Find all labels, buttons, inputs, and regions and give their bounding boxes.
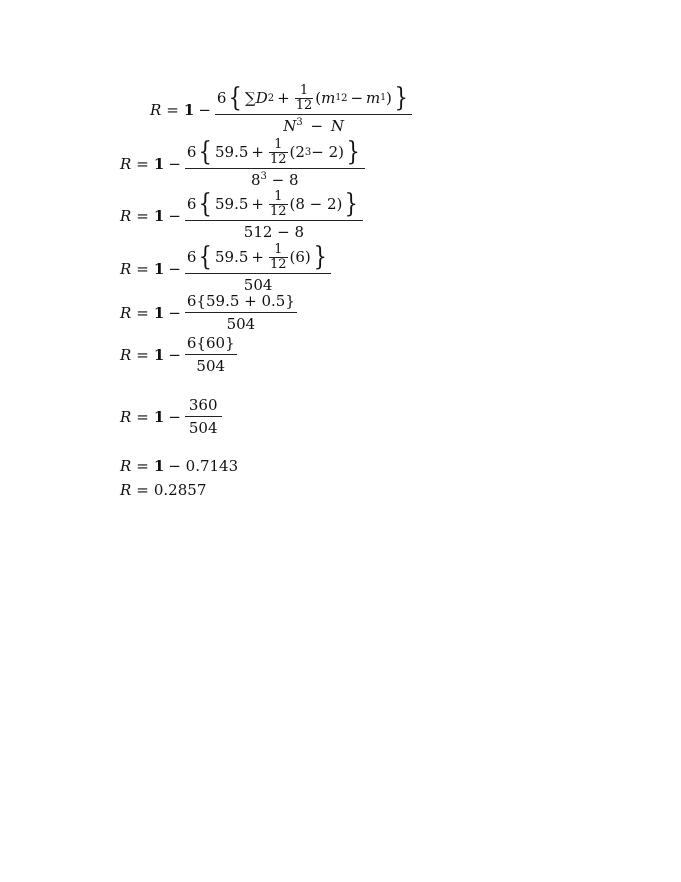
- denominator: 512 − 8: [185, 220, 363, 241]
- lhs-variable: R: [150, 100, 162, 119]
- equals-sign: =: [136, 481, 149, 499]
- lhs-variable: R: [120, 457, 132, 475]
- equation-7: [120, 396, 222, 437]
- equation-4: [120, 243, 331, 294]
- lhs-variable: R: [120, 407, 132, 426]
- lhs-variable: R: [120, 206, 132, 225]
- constant-one: 1: [153, 206, 165, 225]
- small-numerator: 1: [274, 189, 283, 204]
- equals-sign: =: [136, 345, 149, 364]
- equals-sign: =: [136, 259, 149, 278]
- small-fraction: [269, 243, 288, 271]
- minus-sign: −: [168, 303, 181, 322]
- fraction: [185, 190, 363, 241]
- coefficient: 6: [186, 248, 197, 267]
- variable-m: m: [321, 89, 336, 108]
- lhs-variable: R: [120, 481, 132, 499]
- lhs-variable: R: [120, 345, 132, 364]
- lhs-variable: R: [120, 259, 132, 278]
- exponent: 2: [267, 92, 275, 104]
- open-paren: (: [315, 89, 322, 108]
- lhs-variable: R: [120, 303, 132, 322]
- value: 59.5: [214, 248, 249, 267]
- right-brace: }: [346, 137, 360, 168]
- variable-n: N: [283, 117, 297, 136]
- small-denominator: 12: [269, 151, 287, 167]
- left-brace: {: [199, 189, 213, 220]
- equals-sign: =: [166, 100, 179, 119]
- small-numerator: 1: [299, 83, 309, 98]
- small-numerator: 1: [274, 242, 283, 257]
- constant-one: 1: [153, 345, 165, 364]
- result-value: 0.2857: [153, 481, 207, 499]
- fraction: [185, 243, 331, 294]
- sum-symbol: ∑: [244, 89, 256, 108]
- term: (2: [289, 143, 305, 162]
- coefficient: 6: [186, 195, 197, 214]
- small-denominator: 12: [295, 97, 313, 113]
- plus-sign: +: [277, 89, 290, 108]
- minus-sign: −: [168, 345, 181, 364]
- numerator: [215, 84, 413, 114]
- small-denominator: 12: [269, 203, 287, 219]
- fraction: [185, 334, 237, 375]
- variable-m: m: [366, 89, 381, 108]
- exponent: 3: [260, 171, 267, 183]
- term: − 8: [266, 171, 299, 190]
- equation-1: [150, 84, 412, 135]
- numerator: [185, 243, 331, 273]
- fraction: [185, 396, 222, 437]
- small-fraction: [269, 138, 288, 166]
- small-numerator: 1: [274, 137, 283, 152]
- denominator: [215, 114, 413, 135]
- equation-6: [120, 334, 237, 375]
- right-brace: }: [345, 189, 359, 220]
- term: − 2): [311, 143, 345, 162]
- minus-sign: −: [168, 206, 181, 225]
- right-brace: }: [394, 83, 408, 114]
- denominator: 504: [185, 354, 237, 375]
- lhs-variable: R: [120, 154, 132, 173]
- denominator: 504: [185, 416, 222, 437]
- fraction: [185, 138, 365, 189]
- term: 8: [250, 171, 261, 190]
- left-brace: {: [229, 83, 243, 114]
- equation-2: [120, 138, 365, 189]
- minus-sign: −: [168, 154, 181, 173]
- expression: − 0.7143: [168, 457, 239, 475]
- numerator: 6{59.5 + 0.5}: [186, 292, 295, 310]
- value: 59.5: [214, 143, 249, 162]
- equals-sign: =: [136, 457, 149, 475]
- left-brace: {: [199, 242, 213, 273]
- constant-one: 1: [153, 259, 165, 278]
- small-fraction: [269, 190, 288, 218]
- equation-9: [120, 481, 206, 499]
- term: (8 − 2): [289, 195, 343, 214]
- minus-sign: −: [168, 259, 181, 278]
- fraction: [215, 84, 413, 135]
- minus-sign: −: [168, 407, 181, 426]
- fraction: [185, 292, 297, 333]
- equals-sign: =: [136, 407, 149, 426]
- plus-sign: +: [251, 248, 264, 267]
- subscript: 1: [380, 93, 386, 104]
- minus-sign: −: [350, 89, 364, 108]
- exponent: 2: [341, 92, 348, 104]
- right-brace: }: [313, 242, 327, 273]
- small-fraction: [295, 84, 314, 112]
- equation-5: [120, 292, 297, 333]
- exponent: 3: [304, 146, 312, 158]
- coefficient: 6: [216, 89, 227, 108]
- denominator: [185, 168, 365, 189]
- equals-sign: =: [136, 303, 149, 322]
- equation-8: [120, 457, 238, 475]
- small-denominator: 12: [269, 256, 287, 272]
- constant-one: 1: [183, 100, 195, 119]
- constant-one: 1: [153, 303, 165, 322]
- constant-one: 1: [153, 154, 165, 173]
- denominator: 504: [185, 273, 331, 294]
- variable-d: D: [255, 89, 268, 108]
- constant-one: 1: [153, 407, 165, 426]
- minus-sign: −: [310, 117, 324, 136]
- variable-n: N: [330, 117, 345, 136]
- coefficient: 6: [186, 143, 197, 162]
- equation-3: [120, 190, 363, 241]
- numerator: 360: [188, 396, 218, 414]
- subscript: 1: [335, 93, 342, 104]
- left-brace: {: [199, 137, 213, 168]
- close-paren: ): [385, 89, 392, 108]
- equals-sign: =: [136, 206, 149, 225]
- plus-sign: +: [251, 143, 264, 162]
- numerator: [185, 190, 363, 220]
- numerator: [185, 138, 365, 168]
- denominator: 504: [185, 312, 297, 333]
- equals-sign: =: [136, 154, 149, 173]
- value: 59.5: [214, 195, 249, 214]
- constant-one: 1: [153, 457, 165, 475]
- exponent: 3: [296, 117, 303, 129]
- numerator: 6{60}: [186, 334, 235, 352]
- minus-sign: −: [198, 100, 211, 119]
- term: (6): [289, 248, 311, 267]
- plus-sign: +: [251, 195, 264, 214]
